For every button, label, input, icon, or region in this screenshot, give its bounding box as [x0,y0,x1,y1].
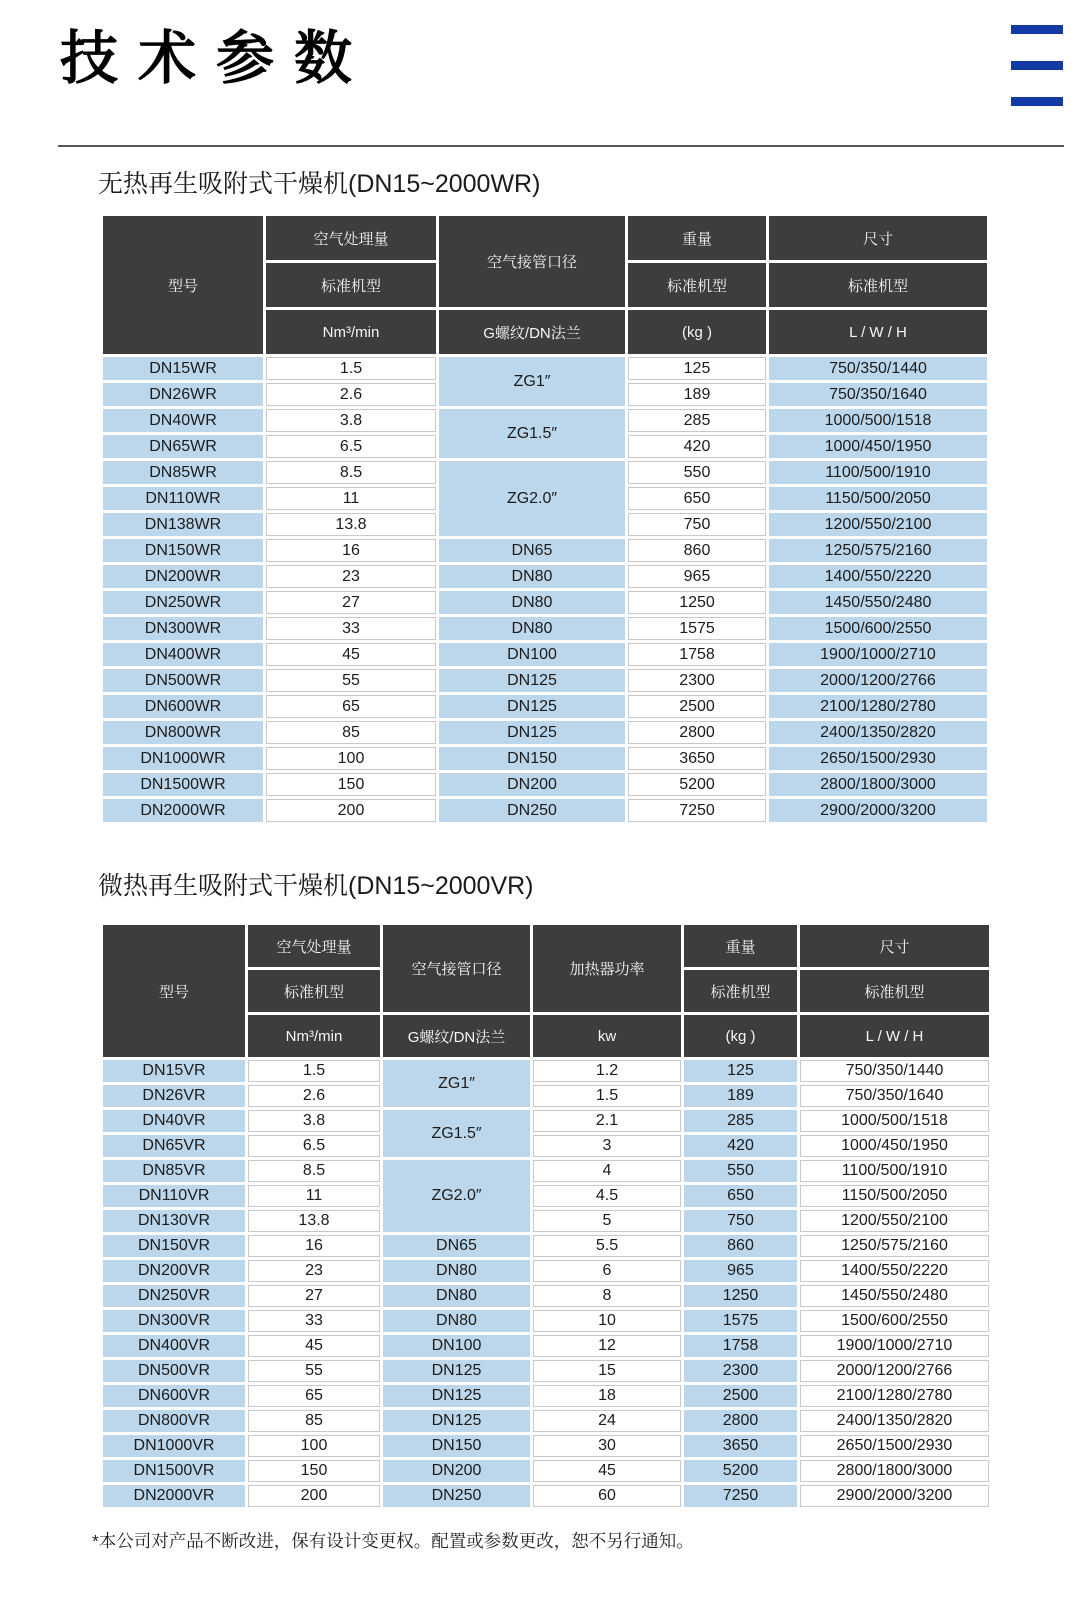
header-cell: 型号 [103,925,245,1057]
cell: 860 [628,539,766,562]
cell: 2000/1200/2766 [769,669,987,692]
cell: 1250 [684,1285,797,1307]
cell: DN125 [439,721,625,744]
cell: DN300WR [103,617,263,640]
cell: 2.6 [248,1085,380,1107]
cell: 1000/500/1518 [769,409,987,432]
cell: DN250 [439,799,625,822]
table-row [103,747,987,770]
menu-bar [1011,97,1063,106]
cell: 23 [266,565,436,588]
cell: DN500VR [103,1360,245,1382]
cell: DN200 [383,1460,530,1482]
cell: 125 [628,357,766,380]
cell: 33 [248,1310,380,1332]
table-row [103,539,987,562]
cell: 45 [533,1460,681,1482]
cell: DN250 [383,1485,530,1507]
cell: 1400/550/2220 [769,565,987,588]
menu-bar [1011,61,1063,70]
table-row [103,1235,989,1257]
cell: DN250VR [103,1285,245,1307]
cell: DN250WR [103,591,263,614]
cell: 1200/550/2100 [800,1210,989,1232]
cell: 1000/450/1950 [769,435,987,458]
cell: 1450/550/2480 [800,1285,989,1307]
header-row [103,925,989,967]
cell: DN125 [383,1385,530,1407]
cell: 420 [684,1135,797,1157]
cell: 5200 [628,773,766,796]
cell: DN300VR [103,1310,245,1332]
cell: 45 [248,1335,380,1357]
cell: 5200 [684,1460,797,1482]
cell: DN138WR [103,513,263,536]
header-cell: 重量 [628,216,766,260]
cell: DN15WR [103,357,263,380]
cell: 12 [533,1335,681,1357]
cell: DN500WR [103,669,263,692]
cell: 1450/550/2480 [769,591,987,614]
cell: 750 [684,1210,797,1232]
cell: 18 [533,1385,681,1407]
cell: 2900/2000/3200 [800,1485,989,1507]
cell: ZG1″ [383,1060,530,1107]
cell: 4 [533,1160,681,1182]
title-divider [58,145,1064,147]
cell: 1150/500/2050 [769,487,987,510]
table2-title: 微热再生吸附式干燥机(DN15~2000VR) [98,872,534,900]
menu-bars-icon [1011,25,1063,106]
cell: DN800VR [103,1410,245,1432]
table-row [103,565,987,588]
header-cell: 标准机型 [628,263,766,307]
menu-bar [1011,25,1063,34]
cell: 1.2 [533,1060,681,1082]
header-cell: 标准机型 [684,970,797,1012]
table-row [103,357,987,380]
cell: 2100/1280/2780 [800,1385,989,1407]
cell: 3650 [628,747,766,770]
cell: DN800WR [103,721,263,744]
cell: 2400/1350/2820 [769,721,987,744]
cell: DN65 [383,1235,530,1257]
cell: 650 [684,1185,797,1207]
heatless-dryer-spec-table [100,213,990,825]
cell: 200 [266,799,436,822]
cell: 65 [266,695,436,718]
cell: DN200VR [103,1260,245,1282]
cell: 1575 [628,617,766,640]
cell: DN125 [383,1410,530,1432]
cell: 6.5 [266,435,436,458]
table-row [103,1110,989,1132]
cell: 24 [533,1410,681,1432]
cell: 200 [248,1485,380,1507]
cell: DN40VR [103,1110,245,1132]
cell: 8.5 [266,461,436,484]
cell: DN26VR [103,1085,245,1107]
cell: 750/350/1640 [769,383,987,406]
cell: DN80 [383,1310,530,1332]
cell: 3.8 [248,1110,380,1132]
cell: 2.6 [266,383,436,406]
table-row [103,669,987,692]
cell: 15 [533,1360,681,1382]
table-row [103,1335,989,1357]
cell: 33 [266,617,436,640]
cell: 1500/600/2550 [800,1310,989,1332]
cell: DN2000VR [103,1485,245,1507]
cell: 7250 [628,799,766,822]
table-row [103,1360,989,1382]
table-row [103,1060,989,1082]
header-cell: 空气处理量 [266,216,436,260]
table-row [103,721,987,744]
heated-dryer-spec-table [100,922,992,1510]
cell: 85 [266,721,436,744]
cell: 13.8 [248,1210,380,1232]
header-row [103,216,987,260]
cell: 4.5 [533,1185,681,1207]
cell: DN85VR [103,1160,245,1182]
cell: DN65WR [103,435,263,458]
cell: DN26WR [103,383,263,406]
cell: 1758 [684,1335,797,1357]
table-row [103,1260,989,1282]
cell: 125 [684,1060,797,1082]
cell: 860 [684,1235,797,1257]
header-cell: 空气接管口径 [439,216,625,307]
cell: DN400VR [103,1335,245,1357]
table-row [103,799,987,822]
cell: DN200WR [103,565,263,588]
cell: 55 [248,1360,380,1382]
cell: 100 [266,747,436,770]
cell: 8.5 [248,1160,380,1182]
cell: 2800 [628,721,766,744]
cell: 1900/1000/2710 [769,643,987,666]
cell: 285 [628,409,766,432]
cell: 3650 [684,1435,797,1457]
cell: 23 [248,1260,380,1282]
cell: 2650/1500/2930 [800,1435,989,1457]
cell: DN125 [439,669,625,692]
cell: 55 [266,669,436,692]
cell: DN150 [383,1435,530,1457]
table-row [103,1160,989,1182]
header-cell: G螺纹/DN法兰 [383,1015,530,1057]
header-cell: 标准机型 [800,970,989,1012]
table-row [103,1135,989,1157]
cell: 150 [266,773,436,796]
cell: 8 [533,1285,681,1307]
cell: 750 [628,513,766,536]
cell: 5.5 [533,1235,681,1257]
cell: 1150/500/2050 [800,1185,989,1207]
table-row [103,1310,989,1332]
header-cell: L / W / H [800,1015,989,1057]
cell: ZG1.5″ [439,409,625,458]
cell: 11 [248,1185,380,1207]
cell: DN150VR [103,1235,245,1257]
table-row [103,1285,989,1307]
cell: 30 [533,1435,681,1457]
cell: DN80 [439,565,625,588]
header-cell: L / W / H [769,310,987,354]
cell: 16 [266,539,436,562]
cell: 2650/1500/2930 [769,747,987,770]
cell: 650 [628,487,766,510]
cell: DN65VR [103,1135,245,1157]
cell: 60 [533,1485,681,1507]
cell: 750/350/1440 [769,357,987,380]
cell: 2800/1800/3000 [769,773,987,796]
cell: DN80 [439,591,625,614]
cell: 1575 [684,1310,797,1332]
footnote: *本公司对产品不断改进，保有设计变更权。配置或参数更改，恕不另行通知。 [92,1531,694,1551]
cell: DN80 [439,617,625,640]
header-cell: Nm³/min [248,1015,380,1057]
cell: DN85WR [103,461,263,484]
cell: 2800/1800/3000 [800,1460,989,1482]
table-row [103,409,987,432]
cell: DN40WR [103,409,263,432]
cell: DN150WR [103,539,263,562]
cell: 1250 [628,591,766,614]
header-cell: Nm³/min [266,310,436,354]
cell: 1100/500/1910 [800,1160,989,1182]
header-cell: (kg ) [684,1015,797,1057]
cell: 1.5 [248,1060,380,1082]
cell: 285 [684,1110,797,1132]
header-cell: (kg ) [628,310,766,354]
cell: 100 [248,1435,380,1457]
cell: DN1000WR [103,747,263,770]
cell: 1758 [628,643,766,666]
header-cell: 重量 [684,925,797,967]
cell: 65 [248,1385,380,1407]
cell: 1000/500/1518 [800,1110,989,1132]
header-cell: 标准机型 [769,263,987,307]
cell: 7250 [684,1485,797,1507]
header-cell: G螺纹/DN法兰 [439,310,625,354]
cell: DN600VR [103,1385,245,1407]
cell: 2400/1350/2820 [800,1410,989,1432]
cell: 11 [266,487,436,510]
cell: DN600WR [103,695,263,718]
cell: ZG1″ [439,357,625,406]
cell: 189 [628,383,766,406]
cell: 2100/1280/2780 [769,695,987,718]
cell: 2900/2000/3200 [769,799,987,822]
table-row [103,1185,989,1207]
cell: 16 [248,1235,380,1257]
cell: 27 [248,1285,380,1307]
cell: DN130VR [103,1210,245,1232]
cell: DN100 [383,1335,530,1357]
table-row [103,1485,989,1507]
cell: 10 [533,1310,681,1332]
table-row [103,1385,989,1407]
cell: 13.8 [266,513,436,536]
cell: 1500/600/2550 [769,617,987,640]
cell: DN15VR [103,1060,245,1082]
cell: 965 [628,565,766,588]
cell: DN100 [439,643,625,666]
cell: 6.5 [248,1135,380,1157]
cell: 85 [248,1410,380,1432]
cell: DN125 [439,695,625,718]
header-cell: 型号 [103,216,263,354]
cell: DN1500WR [103,773,263,796]
header-cell: 尺寸 [769,216,987,260]
cell: 2300 [628,669,766,692]
cell: ZG1.5″ [383,1110,530,1157]
cell: DN80 [383,1285,530,1307]
cell: DN2000WR [103,799,263,822]
cell: 1250/575/2160 [800,1235,989,1257]
cell: DN125 [383,1360,530,1382]
cell: DN200 [439,773,625,796]
cell: 2500 [684,1385,797,1407]
header-cell: 空气处理量 [248,925,380,967]
cell: 2.1 [533,1110,681,1132]
cell: 750/350/1640 [800,1085,989,1107]
cell: DN1500VR [103,1460,245,1482]
cell: 2000/1200/2766 [800,1360,989,1382]
cell: 750/350/1440 [800,1060,989,1082]
cell: 1200/550/2100 [769,513,987,536]
cell: DN110VR [103,1185,245,1207]
cell: 1900/1000/2710 [800,1335,989,1357]
cell: 550 [684,1160,797,1182]
cell: DN400WR [103,643,263,666]
cell: DN1000VR [103,1435,245,1457]
table-row [103,1085,989,1107]
header-cell: kw [533,1015,681,1057]
table-row [103,773,987,796]
header-cell: 尺寸 [800,925,989,967]
cell: 2300 [684,1360,797,1382]
table-row [103,1210,989,1232]
cell: 5 [533,1210,681,1232]
header-cell: 空气接管口径 [383,925,530,1012]
cell: 1400/550/2220 [800,1260,989,1282]
cell: 6 [533,1260,681,1282]
table-row [103,695,987,718]
cell: 3.8 [266,409,436,432]
cell: 150 [248,1460,380,1482]
table1-title: 无热再生吸附式干燥机(DN15~2000WR) [98,170,541,198]
cell: DN65 [439,539,625,562]
cell: 45 [266,643,436,666]
cell: 1.5 [533,1085,681,1107]
cell: 189 [684,1085,797,1107]
cell: 965 [684,1260,797,1282]
cell: 2800 [684,1410,797,1432]
header-cell: 加热器功率 [533,925,681,1012]
cell: 27 [266,591,436,614]
cell: 3 [533,1135,681,1157]
cell: 1.5 [266,357,436,380]
cell: 1000/450/1950 [800,1135,989,1157]
table-row [103,1435,989,1457]
header-cell: 标准机型 [266,263,436,307]
table-row [103,1410,989,1432]
cell: DN110WR [103,487,263,510]
cell: 1250/575/2160 [769,539,987,562]
table-row [103,1460,989,1482]
cell: 420 [628,435,766,458]
cell: DN150 [439,747,625,770]
cell: 2500 [628,695,766,718]
header-cell: 标准机型 [248,970,380,1012]
table-row [103,643,987,666]
cell: ZG2.0″ [383,1160,530,1232]
cell: 550 [628,461,766,484]
page-title: 技术参数 [60,26,373,91]
table-row [103,461,987,484]
table-row [103,591,987,614]
cell: DN80 [383,1260,530,1282]
cell: ZG2.0″ [439,461,625,536]
cell: 1100/500/1910 [769,461,987,484]
table-row [103,617,987,640]
